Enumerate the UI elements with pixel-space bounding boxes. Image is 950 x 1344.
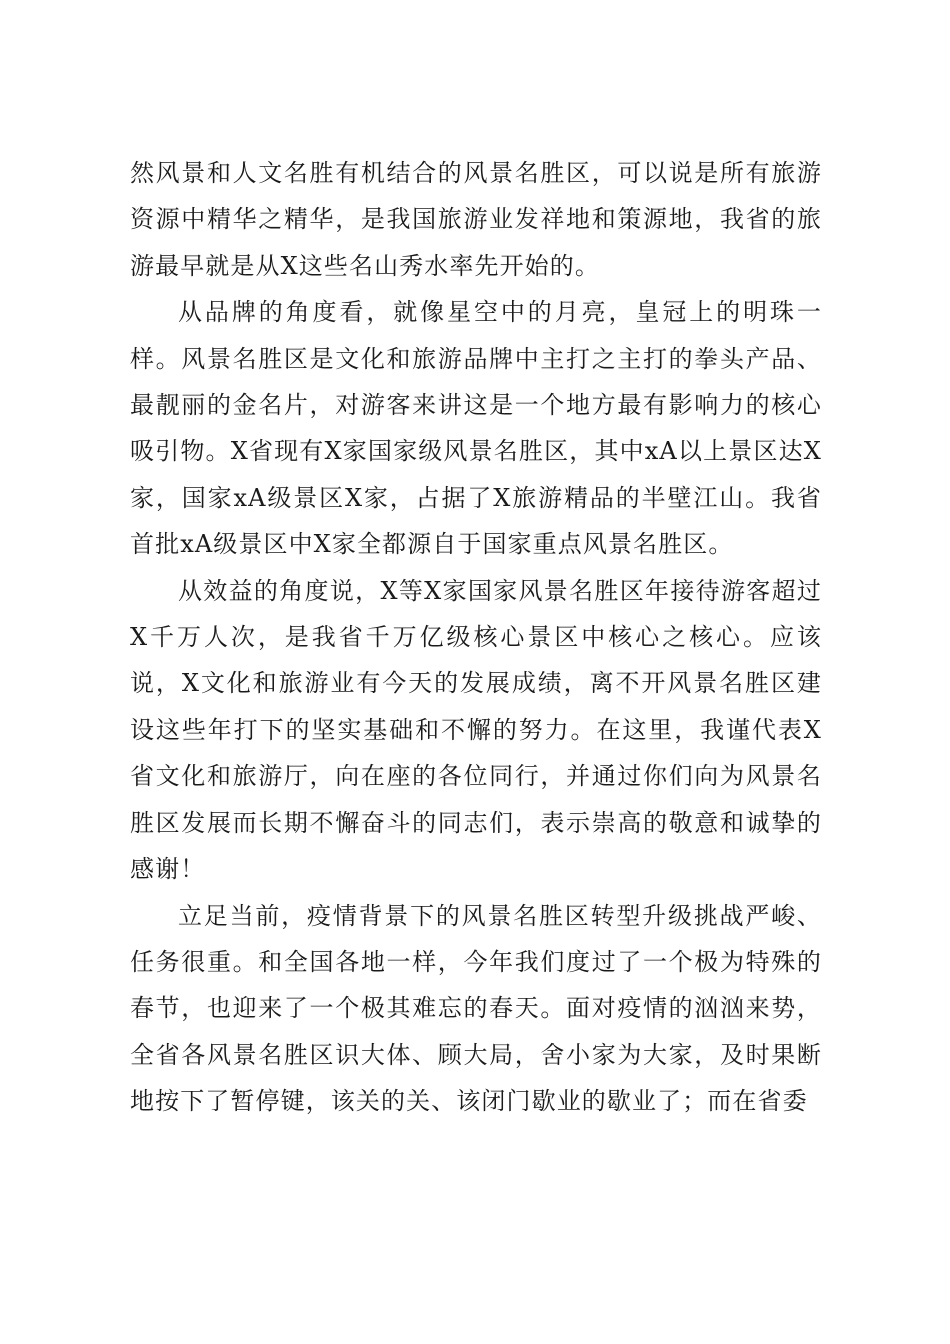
paragraph-current: 立足当前，疫情背景下的风景名胜区转型升级挑战严峻、任务很重。和全国各地一样，今年我们度过了一个极为特殊的春节，也迎来了一个极其难忘的春天。面对疫情的汹汹来势，全省各风景名胜区识大体、顾大局，舍小家为大家，及时果断地按下了暂停键，该关的关、该闭门歇业的歇业了；而在省委 (130, 901, 822, 1116)
paragraph-continuation: 然风景和人文名胜有机结合的风景名胜区，可以说是所有旅游资源中精华之精华，是我国旅游业发祥地和策源地，我省的旅游最早就是从X这些名山秀水率先开始的。 (130, 159, 822, 280)
body-text (130, 150, 822, 1125)
paragraph-brand: 从品牌的角度看，就像星空中的月亮，皇冠上的明珠一样。风景名胜区是文化和旅游品牌中主打之主打的拳头产品、最靓丽的金名片，对游客来讲这是一个地方最有影响力的核心吸引物。X省现有X家国家级风景名胜区，其中xA以上景区达X家，国家xA级景区X家，占据了X旅游精品的半壁江山。我省首批xA级景区中X家全都源自于国家重点风景名胜区。 (130, 298, 822, 559)
paragraph-benefit: 从效益的角度说，X等X家国家风景名胜区年接待游客超过X千万人次，是我省千万亿级核心景区中核心之核心。应该说，X文化和旅游业有今天的发展成绩，离不开风景名胜区建设这些年打下的坚实基础和不懈的努力。在这里，我谨代表X省文化和旅游厅，向在座的各位同行，并通过你们向为风景名胜区发展而长期不懈奋斗的同志们，表示崇高的敬意和诚挚的感谢！ (130, 576, 822, 884)
